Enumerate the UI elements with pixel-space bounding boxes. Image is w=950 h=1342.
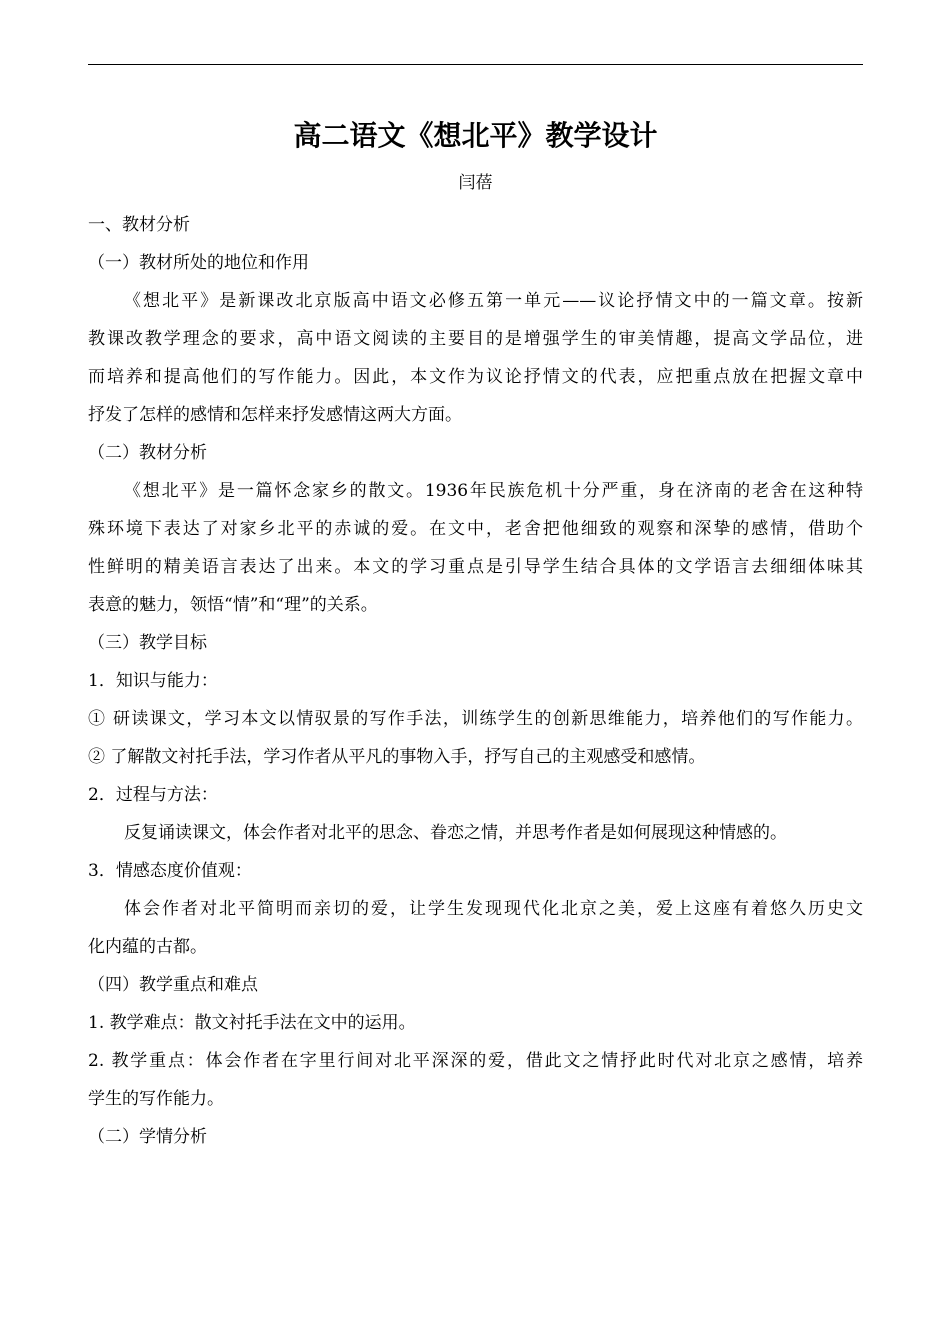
paragraph-line: 教课改教学理念的要求，高中语文阅读的主要目的是增强学生的审美情趣，提高文学品位，进 xyxy=(88,329,863,349)
goal-heading-knowledge: 1．知识与能力： xyxy=(88,671,218,691)
document-body xyxy=(88,206,863,1156)
goal-heading-process: 2．过程与方法： xyxy=(88,785,218,805)
subsection-heading-teaching-goals: （三）教学目标 xyxy=(88,633,207,653)
header-rule xyxy=(88,64,863,65)
goal-item: ② 了解散文衬托手法，学习作者从平凡的事物入手，抒写自己的主观感受和感情。 xyxy=(88,747,706,767)
subsection-heading-textbook-analysis: （二）教材分析 xyxy=(88,443,207,463)
section-heading-textbook-analysis: 一、教材分析 xyxy=(88,215,190,235)
paragraph-line: 化内蕴的古都。 xyxy=(88,937,207,957)
paragraph-line: 殊环境下表达了对家乡北平的赤诚的爱。在文中，老舍把他细致的观察和深挚的感情，借助个 xyxy=(88,519,863,539)
paragraph-line: 而培养和提高他们的写作能力。因此，本文作为议论抒情文的代表，应把重点放在把握文章中 xyxy=(88,367,863,387)
subsection-heading-key-points: （四）教学重点和难点 xyxy=(88,975,258,995)
paragraph-line: 反复诵读课文，体会作者对北平的思念、眷恋之情，并思考作者是如何展现这种情感的。 xyxy=(124,823,787,843)
paragraph-line: 表意的魅力，领悟“情”和“理”的关系。 xyxy=(88,595,378,615)
paragraph-line: 《想北平》是新课改北京版高中语文必修五第一单元——议论抒情文中的一篇文章。按新 xyxy=(124,291,863,311)
author-name: 闫蓓 xyxy=(458,173,493,193)
paragraph-line: 抒发了怎样的感情和怎样来抒发感情这两大方面。 xyxy=(88,405,462,425)
key-point-item: 2. 教学重点：体会作者在字里行间对北平深深的爱，借此文之情抒此时代对北京之感情，培养 xyxy=(88,1051,863,1071)
goal-item: ① 研读课文，学习本文以情驭景的写作手法，训练学生的创新思维能力，培养他们的写作能力。 xyxy=(88,709,863,729)
paragraph-line: 体会作者对北平简明而亲切的爱，让学生发现现代化北京之美，爱上这座有着悠久历史文 xyxy=(124,899,863,919)
page-title: 高二语文《想北平》教学设计 xyxy=(293,119,658,152)
goal-heading-values: 3．情感态度价值观： xyxy=(88,861,252,881)
key-point-item: 1. 教学难点：散文衬托手法在文中的运用。 xyxy=(88,1013,416,1033)
paragraph-line: 学生的写作能力。 xyxy=(88,1089,224,1109)
paragraph-line: 《想北平》是一篇怀念家乡的散文。1936年民族危机十分严重，身在济南的老舍在这种特 xyxy=(124,481,863,501)
subsection-heading-position-role: （一）教材所处的地位和作用 xyxy=(88,253,309,273)
paragraph-line: 性鲜明的精美语言表达了出来。本文的学习重点是引导学生结合具体的文学语言去细细体味其 xyxy=(88,557,863,577)
subsection-heading-learner-analysis: （二）学情分析 xyxy=(88,1127,207,1147)
